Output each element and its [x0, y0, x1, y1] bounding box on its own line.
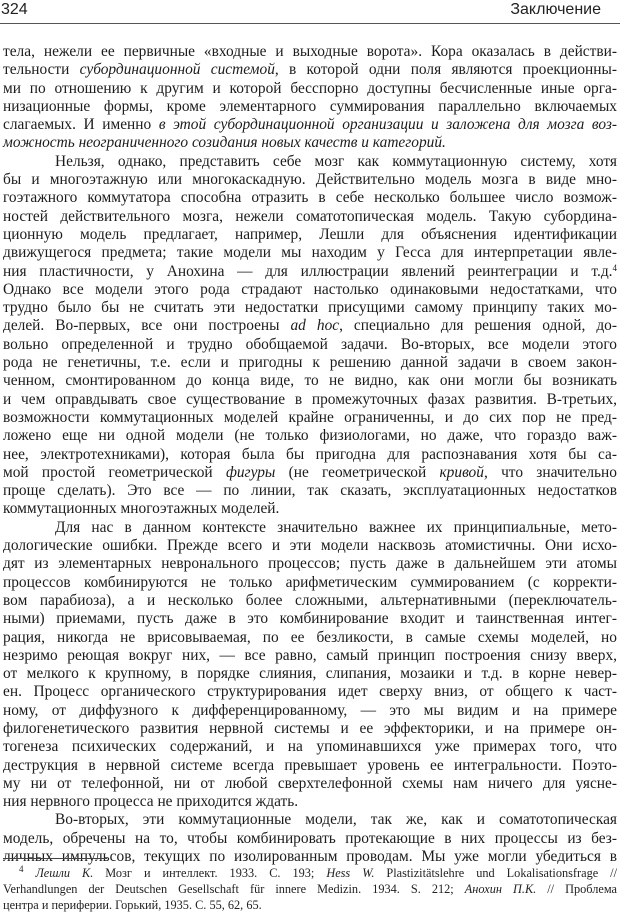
- text-run: Plastizitätslehre und Lokalisationsfrage //: [374, 866, 617, 880]
- text-run: ционную модель предлагает, например, Лешли для объяснения идентификации: [3, 225, 617, 243]
- text-run: Во-вторых, эти коммутационные модели, так же, как и соматотопическая: [55, 811, 617, 829]
- text-run: ностей действительного мозга, нежели соматотопическая модель. Такую субордина-: [3, 207, 617, 225]
- text-run: центра и периферии. Горький, 1935. С. 55, 62, 65.: [3, 898, 262, 912]
- text-run: тельности: [3, 61, 80, 79]
- text-run: слагаемых. И именно: [3, 116, 159, 134]
- text-line: [3, 537, 617, 555]
- text-run: [24, 866, 36, 880]
- text-line: [3, 555, 617, 573]
- text-line: [3, 665, 617, 683]
- italic-text: Hess W.: [326, 866, 375, 880]
- text-line: [3, 427, 617, 445]
- text-line: [3, 134, 617, 152]
- text-line: [3, 811, 617, 829]
- text-line: [3, 409, 617, 427]
- text-run: Мозг и интеллект. 1933. С. 193;: [93, 866, 327, 880]
- text-run: вом парабиоза), а и несколько более сложными, альтернативными (переключатель-: [3, 591, 617, 609]
- italic-text: можность неограниченного созидания новых качеств и категорий.: [3, 134, 446, 152]
- text-line: [3, 629, 617, 647]
- text-run: от мелкого к крупному, в порядке слияния, слипания, мозаики и т.д. в корне невер-: [3, 665, 617, 683]
- text-run: ными) приемами, пусть даже в это комбинирование входит и таинственная интег-: [3, 610, 617, 628]
- footnote-rule: [3, 858, 107, 859]
- text-run: возможности коммутационных моделей крайне ограниченны, и до сих пор не пред-: [3, 408, 617, 426]
- text-line: [3, 336, 617, 354]
- text-run: Однако все модели этого рода страдают настолько одинаковыми недостатками, что: [3, 280, 617, 298]
- text-run: ному, от диффузного к дифференцированному, — это мы видим и на примере: [3, 701, 617, 719]
- text-run: ми по отношению к другим и которой бесспорно доступны бесчисленные иные орга-: [3, 79, 617, 97]
- text-run: и чем оправдывать свое существование в промежуточных фазах развития. В-третьих,: [3, 390, 617, 408]
- text-line: [3, 263, 617, 281]
- text-run: трудно было бы не считать эти недостатки присущими самому принципу таких мо-: [3, 299, 617, 317]
- text-run: Verhandlungen der Deutschen Gesellschaft für innere Medizin. 1934. S. 212;: [3, 882, 465, 896]
- text-line: [3, 865, 617, 881]
- text-line: [3, 738, 617, 756]
- text-run: гоэтажного коммутатора способна отразить в себе несколько большее число возмож-: [3, 189, 617, 207]
- italic-text: фигуры: [225, 463, 276, 481]
- text-line: [3, 647, 617, 665]
- text-run: дят из элементарных невронального процессов; пусть даже в дальнейшем эти атомы: [3, 555, 617, 573]
- text-run: ния нервного процесса не приходится ждать.: [3, 793, 299, 811]
- text-line: [3, 446, 617, 464]
- italic-text: ad hoc: [290, 317, 340, 335]
- text-line: [3, 281, 617, 299]
- text-run: низационные формы, кроме элементарного суммирования параллельно включаемых: [3, 97, 617, 115]
- text-line: [3, 897, 617, 913]
- text-run: (не геометрической: [275, 463, 440, 481]
- text-run: ния пластичности, у Анохина — для иллюстрации явлений реинтеграции и т.д.: [3, 262, 613, 280]
- text-line: [3, 757, 617, 775]
- text-run: , специально для решения одной, до-: [339, 317, 617, 335]
- text-run: личных импульсов, текущих по изолированным проводам. Мы уже могли убедиться в: [3, 848, 617, 866]
- text-run: нее, электротехниками), которая была бы пригодна для распознавания хотя бы са-: [3, 445, 617, 463]
- text-line: [3, 354, 617, 372]
- text-line: [3, 881, 617, 897]
- italic-text: в этой субординационной организации и заложена для мозга воз-: [158, 116, 618, 134]
- text-line: [3, 830, 617, 848]
- text-run: тогенеза психических содержаний, и на упоминавшихся уже примерах того, что: [3, 738, 617, 756]
- text-line: [3, 171, 617, 189]
- text-line: [3, 317, 617, 335]
- text-run: ложено еще ни одной модели (не только физиологами, но даже, что гораздо важ-: [3, 427, 617, 445]
- text-line: [3, 683, 617, 701]
- text-run: ченном, смонтированном до конца виде, то не видно, как они могли бы возникать: [3, 372, 617, 390]
- running-head: Заключение: [510, 1, 601, 18]
- italic-text: Лешли К.: [35, 866, 94, 880]
- text-run: делей. Во-первых, все они построены: [3, 317, 291, 335]
- text-run: процессов комбинируются не только арифметическим суммированием (с корректи-: [3, 573, 617, 591]
- text-line: [3, 189, 617, 207]
- text-line: [3, 61, 617, 79]
- text-line: [3, 482, 617, 500]
- footnote-ref: 4: [19, 864, 24, 874]
- paragraph: [3, 43, 617, 153]
- text-line: [3, 519, 617, 537]
- paragraph: [3, 519, 617, 812]
- text-line: [3, 116, 617, 134]
- text-run: Нельзя, однако, представить себе мозг как коммутационную систему, хотя: [55, 152, 617, 170]
- text-run: тела, нежели ее первичные «входные и выходные ворота». Кора оказалась в действи-: [3, 43, 617, 60]
- text-run: , в которой одни поля являются проекционны-: [274, 61, 617, 79]
- italic-text: Анохин П.К.: [464, 882, 537, 896]
- header-rule: [0, 23, 620, 24]
- text-line: [3, 372, 617, 390]
- text-run: рода не генетичны, т.е. если и пригодны к решению данной задачи в своем закон-: [3, 354, 617, 372]
- text-line: [3, 775, 617, 793]
- text-line: [3, 299, 617, 317]
- text-run: Для нас в данном контексте значительно важнее их принципиальные, мето-: [55, 518, 617, 536]
- text-run: проще сделать). Это все — по линии, так сказать, эксплуатационных недостатков: [3, 482, 617, 500]
- italic-text: субординационной системой: [79, 61, 275, 79]
- text-line: [3, 43, 617, 61]
- text-run: , что значительно: [483, 463, 617, 481]
- text-run: вольно определенной и трудно обобщаемой задачи. Во-вторых, все модели этого: [3, 335, 617, 353]
- text-line: [3, 610, 617, 628]
- text-run: модель, обречены на то, чтобы комбинировать протекающие в них процессы из без-: [3, 829, 617, 847]
- text-run: движущегося предмета; такие модели мы находим у Гесса для интерпретации явле-: [3, 244, 617, 262]
- body-text: [3, 43, 617, 866]
- text-line: [3, 98, 617, 116]
- text-run: ен. Процесс органического структурирования идет сверху вниз, от общего к част-: [3, 683, 617, 701]
- text-run: бы и многоэтажную или многокаскадную. Действительно модель мозга в виде мно-: [3, 171, 617, 189]
- text-line: [3, 153, 617, 171]
- text-run: коммутационных многоэтажных моделей.: [3, 500, 280, 518]
- text-line: [3, 208, 617, 226]
- text-line: [3, 592, 617, 610]
- text-line: [3, 464, 617, 482]
- text-run: // Проблема: [536, 882, 617, 896]
- text-line: [3, 391, 617, 409]
- text-line: [3, 793, 617, 811]
- text-run: незримо реющая вокруг них, — все равно, самый принцип построения снизу вверх,: [3, 646, 617, 664]
- text-line: [3, 702, 617, 720]
- text-line: [3, 80, 617, 98]
- text-line: [3, 500, 617, 518]
- paragraph: [3, 153, 617, 519]
- text-run: мой простой геометрической: [3, 463, 226, 481]
- text-line: [3, 574, 617, 592]
- text-line: [3, 720, 617, 738]
- footnote: [3, 865, 617, 913]
- text-line: [3, 226, 617, 244]
- text-run: дологические ошибки. Прежде всего и эти модели насквозь атомистичны. Они исхо-: [3, 537, 617, 555]
- text-run: рация, никогда не врисовываемая, по ее безликости, в самые схемы моделей, но: [3, 628, 617, 646]
- footnote-ref: 4: [612, 262, 617, 273]
- text-line: [3, 244, 617, 262]
- text-run: деструкция в нервной системе всегда превышает уровень ее интегральности. Поэто-: [3, 756, 617, 774]
- page-number: 324: [1, 1, 28, 18]
- italic-text: кривой: [439, 463, 484, 481]
- text-run: му ни от телефонной, ни от любой сверхтелефонной схемы нам ничего для уясне-: [3, 774, 617, 792]
- text-run: филогенетического развития нервной системы и ее эффекторики, и на примере он-: [3, 719, 617, 737]
